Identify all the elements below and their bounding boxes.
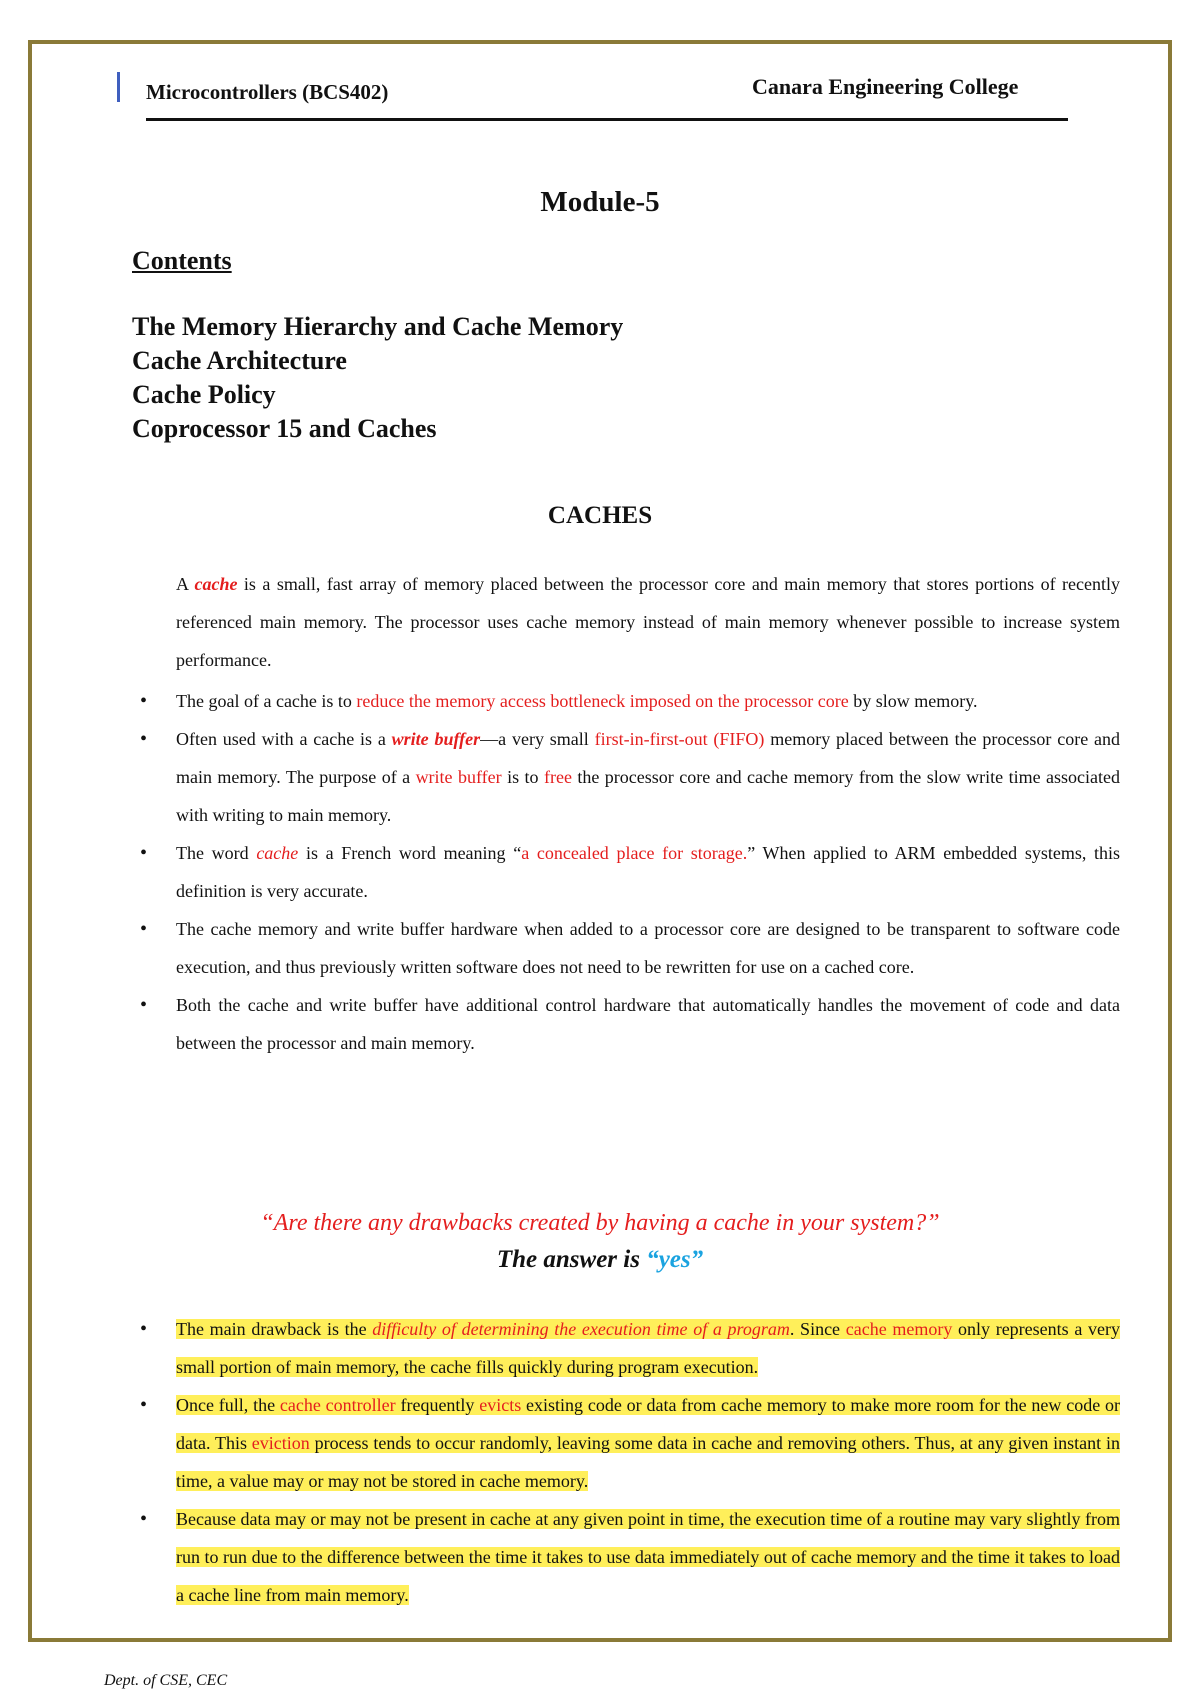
toc-item: Cache Architecture [132, 346, 347, 375]
drawbacks-list [176, 1310, 1120, 1614]
list-item: • Because data may or may not be present in cache at any given point in time, the execution time of a routine may vary slightly from run to run due to the difference between the time it takes to use data immediately out of cache memory and the time it takes to load a cache line from main memory. [176, 1500, 1120, 1614]
header-accent-bar [117, 72, 120, 102]
course-title: Microcontrollers (BCS402) [146, 80, 389, 104]
toc-item: Cache Policy [132, 380, 276, 409]
list-item: • Once full, the cache controller frequently evicts existing code or data from cache memory to make more room for the new code or data. This eviction process tends to occur randomly, leaving some data in cache and removing others. Thus, at any given instant in time, a value may or may not be stored in cache memory. [176, 1386, 1120, 1500]
table-of-contents [132, 310, 623, 446]
list-item: • The cache memory and write buffer hardware when added to a processor core are designed to be transparent to software code execution, and thus previously written software does not need to be rewritten for use on a cached core. [176, 910, 1120, 986]
term-cache: cache [194, 574, 238, 594]
drawback-question: “Are there any drawbacks created by having a cache in your system?” [260, 1210, 940, 1236]
list-item: • The main drawback is the difficulty of determining the execution time of a program. Since cache memory only represents a very small portion of main memory, the cache fills quickly during program execution. [176, 1310, 1120, 1386]
list-item: • Often used with a cache is a write buffer—a very small first-in-first-out (FIFO) memory placed between the processor core and main memory. The purpose of a write buffer is to free the processor core and cache memory from the slow write time associated with writing to main memory. [176, 720, 1120, 834]
intro-paragraph: A cache is a small, fast array of memory placed between the processor core and main memory that stores portions of recently referenced main memory. The processor uses cache memory instead of main memory whenever possible to increase system performance. [176, 574, 1120, 670]
toc-item: The Memory Hierarchy and Cache Memory [132, 312, 624, 341]
module-title: Module-5 [540, 186, 660, 218]
contents-heading: Contents [132, 246, 232, 275]
answer-yes: “yes” [646, 1246, 704, 1273]
list-item: • The word cache is a French word meaning “a concealed place for storage.” When applied to ARM embedded systems, this definition is very accurate. [176, 834, 1120, 910]
cache-facts-list [176, 682, 1120, 1062]
college-name: Canara Engineering College [752, 74, 1019, 99]
list-item: • Both the cache and write buffer have additional control hardware that automatically handles the movement of code and data between the processor and main memory. [176, 986, 1120, 1062]
drawback-answer: The answer is “yes” [496, 1246, 704, 1273]
toc-item: Coprocessor 15 and Caches [132, 414, 437, 443]
header-divider [146, 118, 1068, 121]
section-title: CACHES [547, 502, 653, 529]
list-item: • The goal of a cache is to reduce the memory access bottleneck imposed on the processor core by slow memory. [176, 682, 1120, 720]
page-footer: Dept. of CSE, CEC [104, 1672, 228, 1689]
